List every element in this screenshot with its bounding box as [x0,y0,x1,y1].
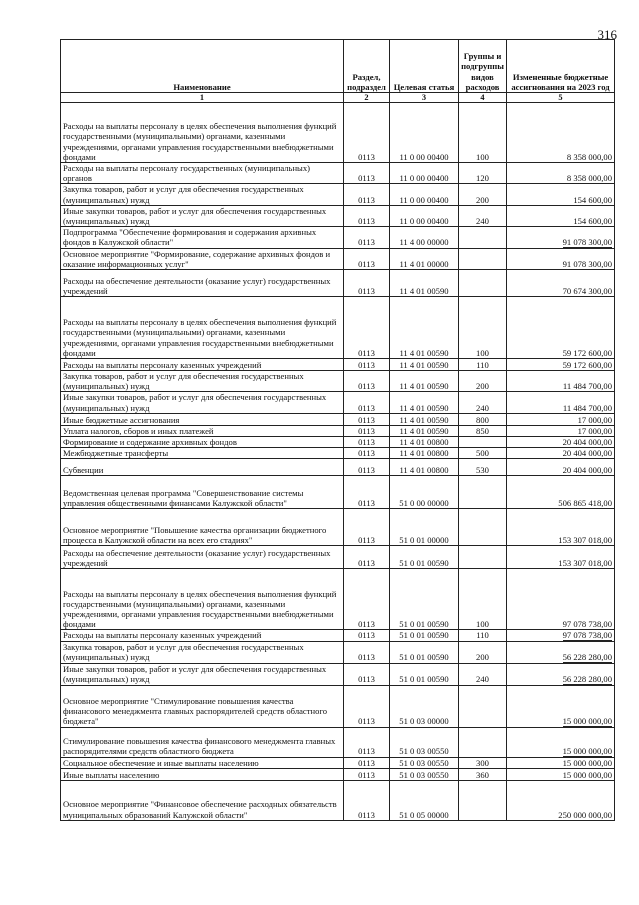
row-group: 200 [459,371,507,392]
table-row [61,227,615,248]
row-target: 11 0 00 00400 [390,205,459,226]
row-name: Уплата налогов, сборов и иных платежей [61,425,344,436]
row-amount [507,227,615,248]
row-group [459,248,507,269]
row-section: 0113 [344,727,390,757]
row-group: 100 [459,297,507,359]
header-name: Наименование [61,40,344,93]
row-amount [507,768,615,780]
row-target: 51 0 00 00000 [390,476,459,509]
column-number: 3 [390,93,459,103]
amount-value: 11 484 700,00 [562,402,612,413]
header-row [61,40,615,93]
row-section: 0113 [344,248,390,269]
table-row [61,103,615,163]
row-name: Иные закупки товаров, работ и услуг для обеспечения государственных (муниципальных) нужд [61,663,344,685]
row-section: 0113 [344,546,390,569]
row-section: 0113 [344,270,390,297]
row-group: 100 [459,103,507,163]
amount-value: 91 078 300,00 [562,258,612,269]
row-section: 0113 [344,509,390,546]
row-name: Закупка товаров, работ и услуг для обеспечения государственных (муниципальных) нужд [61,641,344,663]
row-name: Подпрограмма "Обеспечение формирования и содержания архивных фондов в Калужской области" [61,227,344,248]
row-amount [507,205,615,226]
row-target: 11 4 01 00800 [390,437,459,448]
amount-value: 154 600,00 [573,216,612,227]
row-target: 51 0 03 00000 [390,685,459,727]
amount-value: 59 172 600,00 [562,359,612,370]
amount-value: 97 078 738,00 [562,619,612,630]
row-amount [507,630,615,641]
row-name: Социальное обеспечение и иные выплаты населению [61,757,344,768]
row-section: 0113 [344,663,390,685]
row-amount [507,359,615,371]
table-row [61,727,615,757]
row-group: 530 [459,459,507,476]
table-row [61,392,615,413]
row-name: Формирование и содержание архивных фондов [61,437,344,448]
table-row [61,248,615,269]
header-section: Раздел, подраздел [344,40,390,93]
row-amount [507,413,615,425]
row-amount [507,546,615,569]
row-target: 51 0 03 00550 [390,727,459,757]
row-group [459,227,507,248]
row-section: 0113 [344,685,390,727]
row-group [459,685,507,727]
row-target: 51 0 01 00590 [390,546,459,569]
row-name: Расходы на выплаты персоналу в целях обеспечения выполнения функций государственными (муниципальными) органами, казенными учреждениями, органами управления государственными внебюджетными фондами [61,103,344,163]
amount-value: 153 307 018,00 [558,535,612,546]
amount-value: 154 600,00 [573,194,612,205]
row-amount [507,425,615,436]
row-name: Основное мероприятие "Финансовое обеспечение расходных обязательств муниципальных образований Калужской области" [61,780,344,820]
row-name: Основное мероприятие "Стимулирование повышения качества финансового менеджмента главных распорядителей средств областного бюджета" [61,685,344,727]
row-section: 0113 [344,459,390,476]
row-name: Иные бюджетные ассигнования [61,413,344,425]
row-target: 51 0 03 00550 [390,768,459,780]
table-row [61,780,615,820]
row-amount [507,297,615,359]
row-section: 0113 [344,371,390,392]
row-name: Расходы на обеспечение деятельности (оказание услуг) государственных учреждений [61,270,344,297]
table-row [61,459,615,476]
amount-value: 56 228 280,00 [562,674,612,685]
budget-table [60,39,615,821]
row-section: 0113 [344,768,390,780]
table-row [61,685,615,727]
table-row [61,630,615,641]
row-name: Расходы на выплаты персоналу государственных (муниципальных) органов [61,163,344,184]
amount-value: 8 358 000,00 [566,151,612,162]
row-name: Расходы на выплаты персоналу казенных учреждений [61,359,344,371]
row-target: 11 4 01 00590 [390,425,459,436]
table-row [61,663,615,685]
amount-value: 56 228 280,00 [562,652,612,663]
table-row [61,448,615,459]
amount-value: 250 000 000,00 [558,809,612,820]
row-name: Субвенции [61,459,344,476]
row-amount [507,641,615,663]
row-group: 110 [459,630,507,641]
header-target: Целевая статья [390,40,459,93]
row-amount [507,371,615,392]
row-group: 200 [459,641,507,663]
table-row [61,205,615,226]
row-group [459,780,507,820]
row-group: 360 [459,768,507,780]
row-target: 11 4 01 00590 [390,413,459,425]
row-amount [507,757,615,768]
row-section: 0113 [344,780,390,820]
column-number: 2 [344,93,390,103]
row-group [459,476,507,509]
table-row [61,569,615,630]
header-amount: Измененные бюджетные ассигнования на 2023 год [507,40,615,93]
row-group: 850 [459,425,507,436]
row-section: 0113 [344,757,390,768]
row-section: 0113 [344,297,390,359]
row-target: 51 0 01 00590 [390,569,459,630]
amount-value: 91 078 300,00 [562,237,612,248]
row-section: 0113 [344,641,390,663]
row-target: 51 0 01 00000 [390,509,459,546]
row-section: 0113 [344,103,390,163]
row-target: 11 0 00 00400 [390,103,459,163]
table-row [61,413,615,425]
row-group: 240 [459,392,507,413]
amount-value: 59 172 600,00 [562,347,612,358]
row-group: 300 [459,757,507,768]
row-name: Расходы на выплаты персоналу казенных учреждений [61,630,344,641]
table-row [61,546,615,569]
table-row [61,476,615,509]
amount-value: 20 404 000,00 [562,448,612,459]
row-target: 51 0 01 00590 [390,663,459,685]
row-target: 11 0 00 00400 [390,163,459,184]
row-section: 0113 [344,569,390,630]
row-group: 200 [459,184,507,205]
row-section: 0113 [344,227,390,248]
table-row [61,768,615,780]
row-group [459,437,507,448]
table-row [61,297,615,359]
row-group [459,270,507,297]
row-target: 51 0 05 00000 [390,780,459,820]
row-target: 51 0 01 00590 [390,630,459,641]
row-name: Ведомственная целевая программа "Совершенствование системы управления общественными финансами Калужской области" [61,476,344,509]
row-group: 500 [459,448,507,459]
row-group: 120 [459,163,507,184]
row-section: 0113 [344,425,390,436]
table-row [61,757,615,768]
amount-value: 15 000 000,00 [562,716,612,727]
row-target: 11 0 00 00400 [390,184,459,205]
table-row [61,359,615,371]
row-amount [507,780,615,820]
amount-value: 20 404 000,00 [562,465,612,476]
amount-value: 97 078 738,00 [562,630,612,641]
row-name: Закупка товаров, работ и услуг для обеспечения государственных (муниципальных) нужд [61,371,344,392]
header-groups: Группы и подгруппы видов расходов [459,40,507,93]
row-section: 0113 [344,205,390,226]
row-target: 11 4 00 00000 [390,227,459,248]
row-section: 0113 [344,163,390,184]
row-section: 0113 [344,184,390,205]
row-section: 0113 [344,392,390,413]
amount-value: 15 000 000,00 [562,757,612,768]
row-section: 0113 [344,359,390,371]
row-section: 0113 [344,476,390,509]
table-row [61,163,615,184]
column-number: 5 [507,93,615,103]
row-name: Иные закупки товаров, работ и услуг для обеспечения государственных (муниципальных) нужд [61,205,344,226]
row-name: Иные закупки товаров, работ и услуг для обеспечения государственных (муниципальных) нужд [61,392,344,413]
row-amount [507,448,615,459]
amount-value: 15 000 000,00 [562,769,612,780]
row-name: Основное мероприятие "Формирование, содержание архивных фондов и оказание информационных услуг" [61,248,344,269]
table-row [61,509,615,546]
row-amount [507,248,615,269]
row-amount [507,727,615,757]
row-name: Стимулирование повышения качества финансового менеджмента главных распорядителями средств областного бюджета [61,727,344,757]
row-name: Основное мероприятие "Повышение качества организации бюджетного процесса в Калужской области на всех его стадиях" [61,509,344,546]
row-target: 11 4 01 00590 [390,392,459,413]
row-target: 11 4 01 00000 [390,248,459,269]
row-target: 51 0 01 00590 [390,641,459,663]
table-body [61,103,615,821]
row-amount [507,184,615,205]
amount-value: 20 404 000,00 [562,437,612,448]
amount-value: 153 307 018,00 [558,558,612,569]
row-amount [507,163,615,184]
row-target: 11 4 01 00590 [390,371,459,392]
column-numbers-row [61,93,615,103]
table-row [61,437,615,448]
row-name: Расходы на выплаты персоналу в целях обеспечения выполнения функций государственными (муниципальными) органами, казенными учреждениями, органами управления государственными внебюджетными фондами [61,569,344,630]
row-amount [507,270,615,297]
amount-value: 17 000,00 [577,425,612,436]
row-amount [507,437,615,448]
amount-value: 17 000,00 [577,414,612,425]
row-name: Межбюджетные трансферты [61,448,344,459]
row-target: 11 4 01 00590 [390,297,459,359]
row-name: Расходы на выплаты персоналу в целях обеспечения выполнения функций государственными (муниципальными) органами, казенными учреждениями, органами управления государственными внебюджетными фондами [61,297,344,359]
row-amount [507,392,615,413]
row-section: 0113 [344,437,390,448]
amount-value: 8 358 000,00 [566,173,612,184]
row-name: Закупка товаров, работ и услуг для обеспечения государственных (муниципальных) нужд [61,184,344,205]
row-name: Расходы на обеспечение деятельности (оказание услуг) государственных учреждений [61,546,344,569]
row-amount [507,509,615,546]
row-section: 0113 [344,630,390,641]
row-amount [507,663,615,685]
row-group [459,509,507,546]
row-section: 0113 [344,413,390,425]
row-section: 0113 [344,448,390,459]
amount-value: 70 674 300,00 [562,285,612,296]
table-row [61,641,615,663]
column-number: 4 [459,93,507,103]
row-target: 11 4 01 00590 [390,359,459,371]
table-row [61,371,615,392]
row-group: 240 [459,205,507,226]
row-target: 51 0 03 00550 [390,757,459,768]
row-target: 11 4 01 00590 [390,270,459,297]
amount-value: 506 865 418,00 [558,498,612,509]
row-group: 240 [459,663,507,685]
page-number: 316 [597,27,617,42]
amount-value: 11 484 700,00 [562,381,612,392]
row-target: 11 4 01 00800 [390,459,459,476]
amount-value: 15 000 000,00 [562,746,612,757]
table-row [61,270,615,297]
row-group: 110 [459,359,507,371]
row-group [459,727,507,757]
row-target: 11 4 01 00800 [390,448,459,459]
row-group: 800 [459,413,507,425]
row-amount [507,103,615,163]
row-group [459,546,507,569]
row-name: Иные выплаты населению [61,768,344,780]
row-amount [507,459,615,476]
table-row [61,425,615,436]
table-row [61,184,615,205]
row-amount [507,476,615,509]
row-amount [507,569,615,630]
row-group: 100 [459,569,507,630]
column-number: 1 [61,93,344,103]
row-amount [507,685,615,727]
